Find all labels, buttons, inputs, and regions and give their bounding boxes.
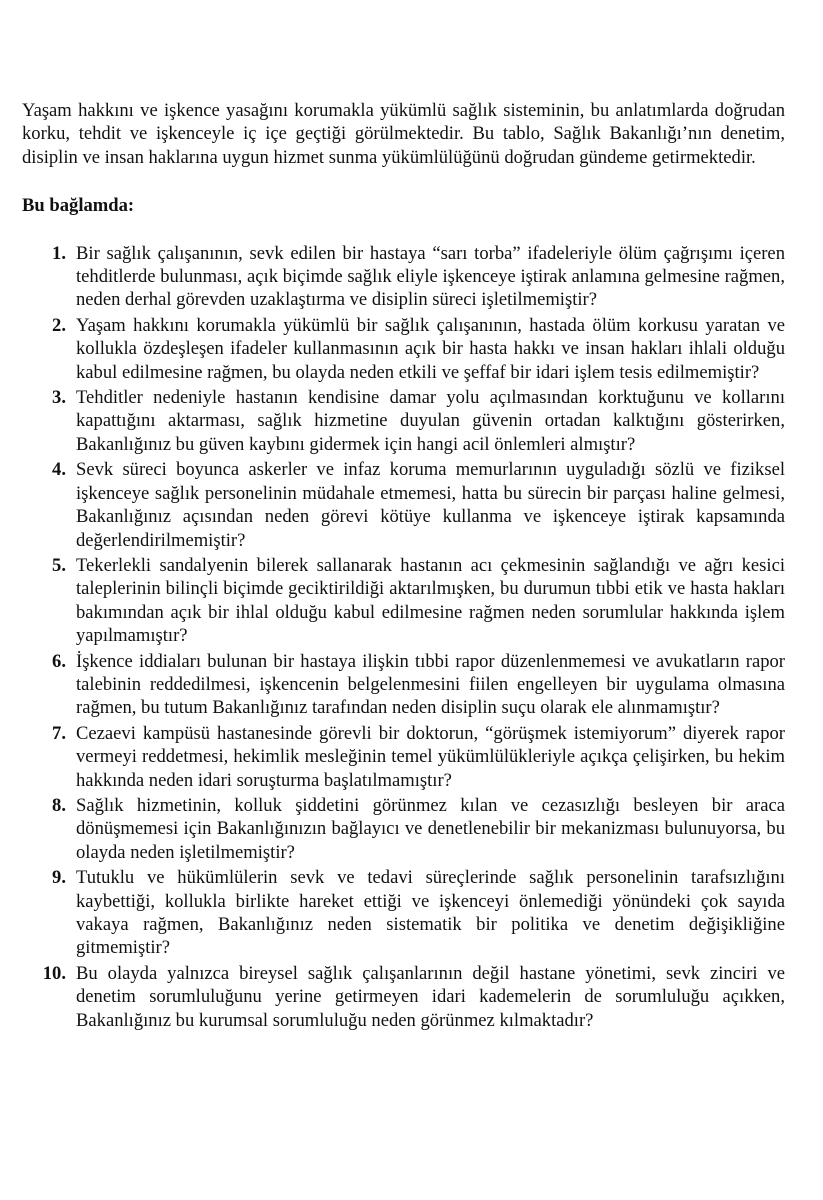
section-heading: Bu bağlamda:: [22, 195, 135, 217]
question-item: [22, 242, 785, 312]
question-number: 4.: [52, 459, 66, 481]
question-text: Tutuklu ve hükümlülerin sevk ve tedavi süreçlerinde sağlık personelinin tarafsızlığını kaybettiği, kollukla birlikte hareket ettiği ve işkenceyi önlemediği yönündeki çok sayıda vakaya rağmen, Bakanlığınız neden sistematik bir politika ve denetim değişikliğine gitmemiştir?: [76, 867, 785, 959]
question-number: 6.: [52, 650, 66, 672]
question-number: 8.: [52, 794, 66, 816]
question-text: Bir sağlık çalışanının, sevk edilen bir hastaya “sarı torba” ifadeleriyle ölüm çağrışımı içeren tehditlerde bulunması, açık biçimde sağlık eliyle işkenceye iştirak anlamına gelmesine rağmen, neden derhal görevden uzaklaştırma ve disiplin süreci işletilmemiştir?: [76, 242, 785, 311]
question-text: Cezaevi kampüsü hastanesinde görevli bir doktorun, “görüşmek istemiyorum” diyerek rapor vermeyi reddetmesi, hekimlik mesleğinin temel yükümlülükleriyle açıkça çelişirken, bu hekim hakkında neden idari soruşturma başlatılmamıştır?: [76, 722, 785, 791]
question-number: 3.: [52, 387, 66, 409]
question-text: Yaşam hakkını korumakla yükümlü bir sağlık çalışanının, hastada ölüm korkusu yaratan ve kollukla özdeşleşen ifadeler kullanmasının açık bir hasta hakkı ve insan hakları ihlali olduğu kabul edilmesine rağmen, bu olayda neden etkili ve şeffaf bir idari işlem tesis edilmemiştir?: [76, 314, 785, 383]
question-item: [22, 386, 785, 456]
question-item: [22, 314, 785, 384]
intro-paragraph: Yaşam hakkını ve işkence yasağını korumakla yükümlü sağlık sisteminin, bu anlatımlarda doğrudan korku, tehdit ve işkenceyle iç içe geçtiği görülmektedir. Bu tablo, Sağlık Bakanlığı’nın denetim, disiplin ve insan haklarına uygun hizmet sunma yükümlülüğünü doğrudan gündeme getirmektedir.: [22, 100, 785, 168]
question-number: 9.: [52, 867, 66, 889]
question-number: 1.: [52, 242, 66, 264]
question-item: [22, 650, 785, 720]
question-number: 7.: [52, 722, 66, 744]
question-text: Tekerlekli sandalyenin bilerek sallanarak hastanın acı çekmesinin sağlandığı ve ağrı kesici taleplerinin bilinçli biçimde geciktirildiği aktarılmışken, bu durumun tıbbi etik ve hasta hakları bakımından açık bir ihlal olduğu kabul edilmesine rağmen neden sorumlular hakkında işlem yapılmamıştır?: [76, 554, 785, 647]
question-number: 5.: [52, 554, 66, 576]
question-number: 2.: [52, 314, 66, 336]
question-item: [22, 722, 785, 792]
question-item: [22, 458, 785, 552]
question-text: Bu olayda yalnızca bireysel sağlık çalışanlarının değil hastane yönetimi, sevk zinciri ve denetim sorumluluğunu yerine getirmeyen idari kademelerin de sorumluluğu açıkken, Bakanlığınız bu kurumsal sorumluluğu neden görünmez kılmaktadır?: [76, 962, 785, 1031]
question-text: İşkence iddiaları bulunan bir hastaya ilişkin tıbbi rapor düzenlenmemesi ve avukatların rapor talebinin reddedilmesi, işkencenin belgelenmesini fiilen engelleyen bir uygulama olmasına rağmen, bu tutum Bakanlığınız tarafından neden disiplin suçu olarak ele alınmamıştır?: [76, 650, 785, 719]
question-item: [22, 794, 785, 864]
question-text: Sağlık hizmetinin, kolluk şiddetini görünmez kılan ve cezasızlığı besleyen bir araca dönüşmemesi için Bakanlığınızın bağlayıcı ve denetlenebilir bir mekanizması bulunuyorsa, bu olayda neden işletilmemiştir?: [76, 794, 785, 863]
question-item: [22, 554, 785, 648]
question-text: Sevk süreci boyunca askerler ve infaz koruma memurlarının uyguladığı sözlü ve fiziksel işkenceye sağlık personelinin müdahale etmemesi, hatta bu sürecin bir parçası haline gelmesi, Bakanlığınız açısından neden görevi kötüye kullanma ve işkenceye iştirak kapsamında değerlendirilmemiştir?: [76, 459, 785, 551]
question-list: [22, 242, 785, 1032]
question-text: Tehditler nedeniyle hastanın kendisine damar yolu açılmasından korktuğunu ve kollarını kapattığını aktarması, sağlık hizmetine duyulan güvenin ortadan kalktığını gösterirken, Bakanlığınız bu güven kaybını gidermek için hangi acil önlemleri almıştır?: [76, 387, 785, 455]
question-number: 10.: [42, 962, 66, 984]
question-item: [22, 962, 785, 1032]
question-item: [22, 866, 785, 960]
